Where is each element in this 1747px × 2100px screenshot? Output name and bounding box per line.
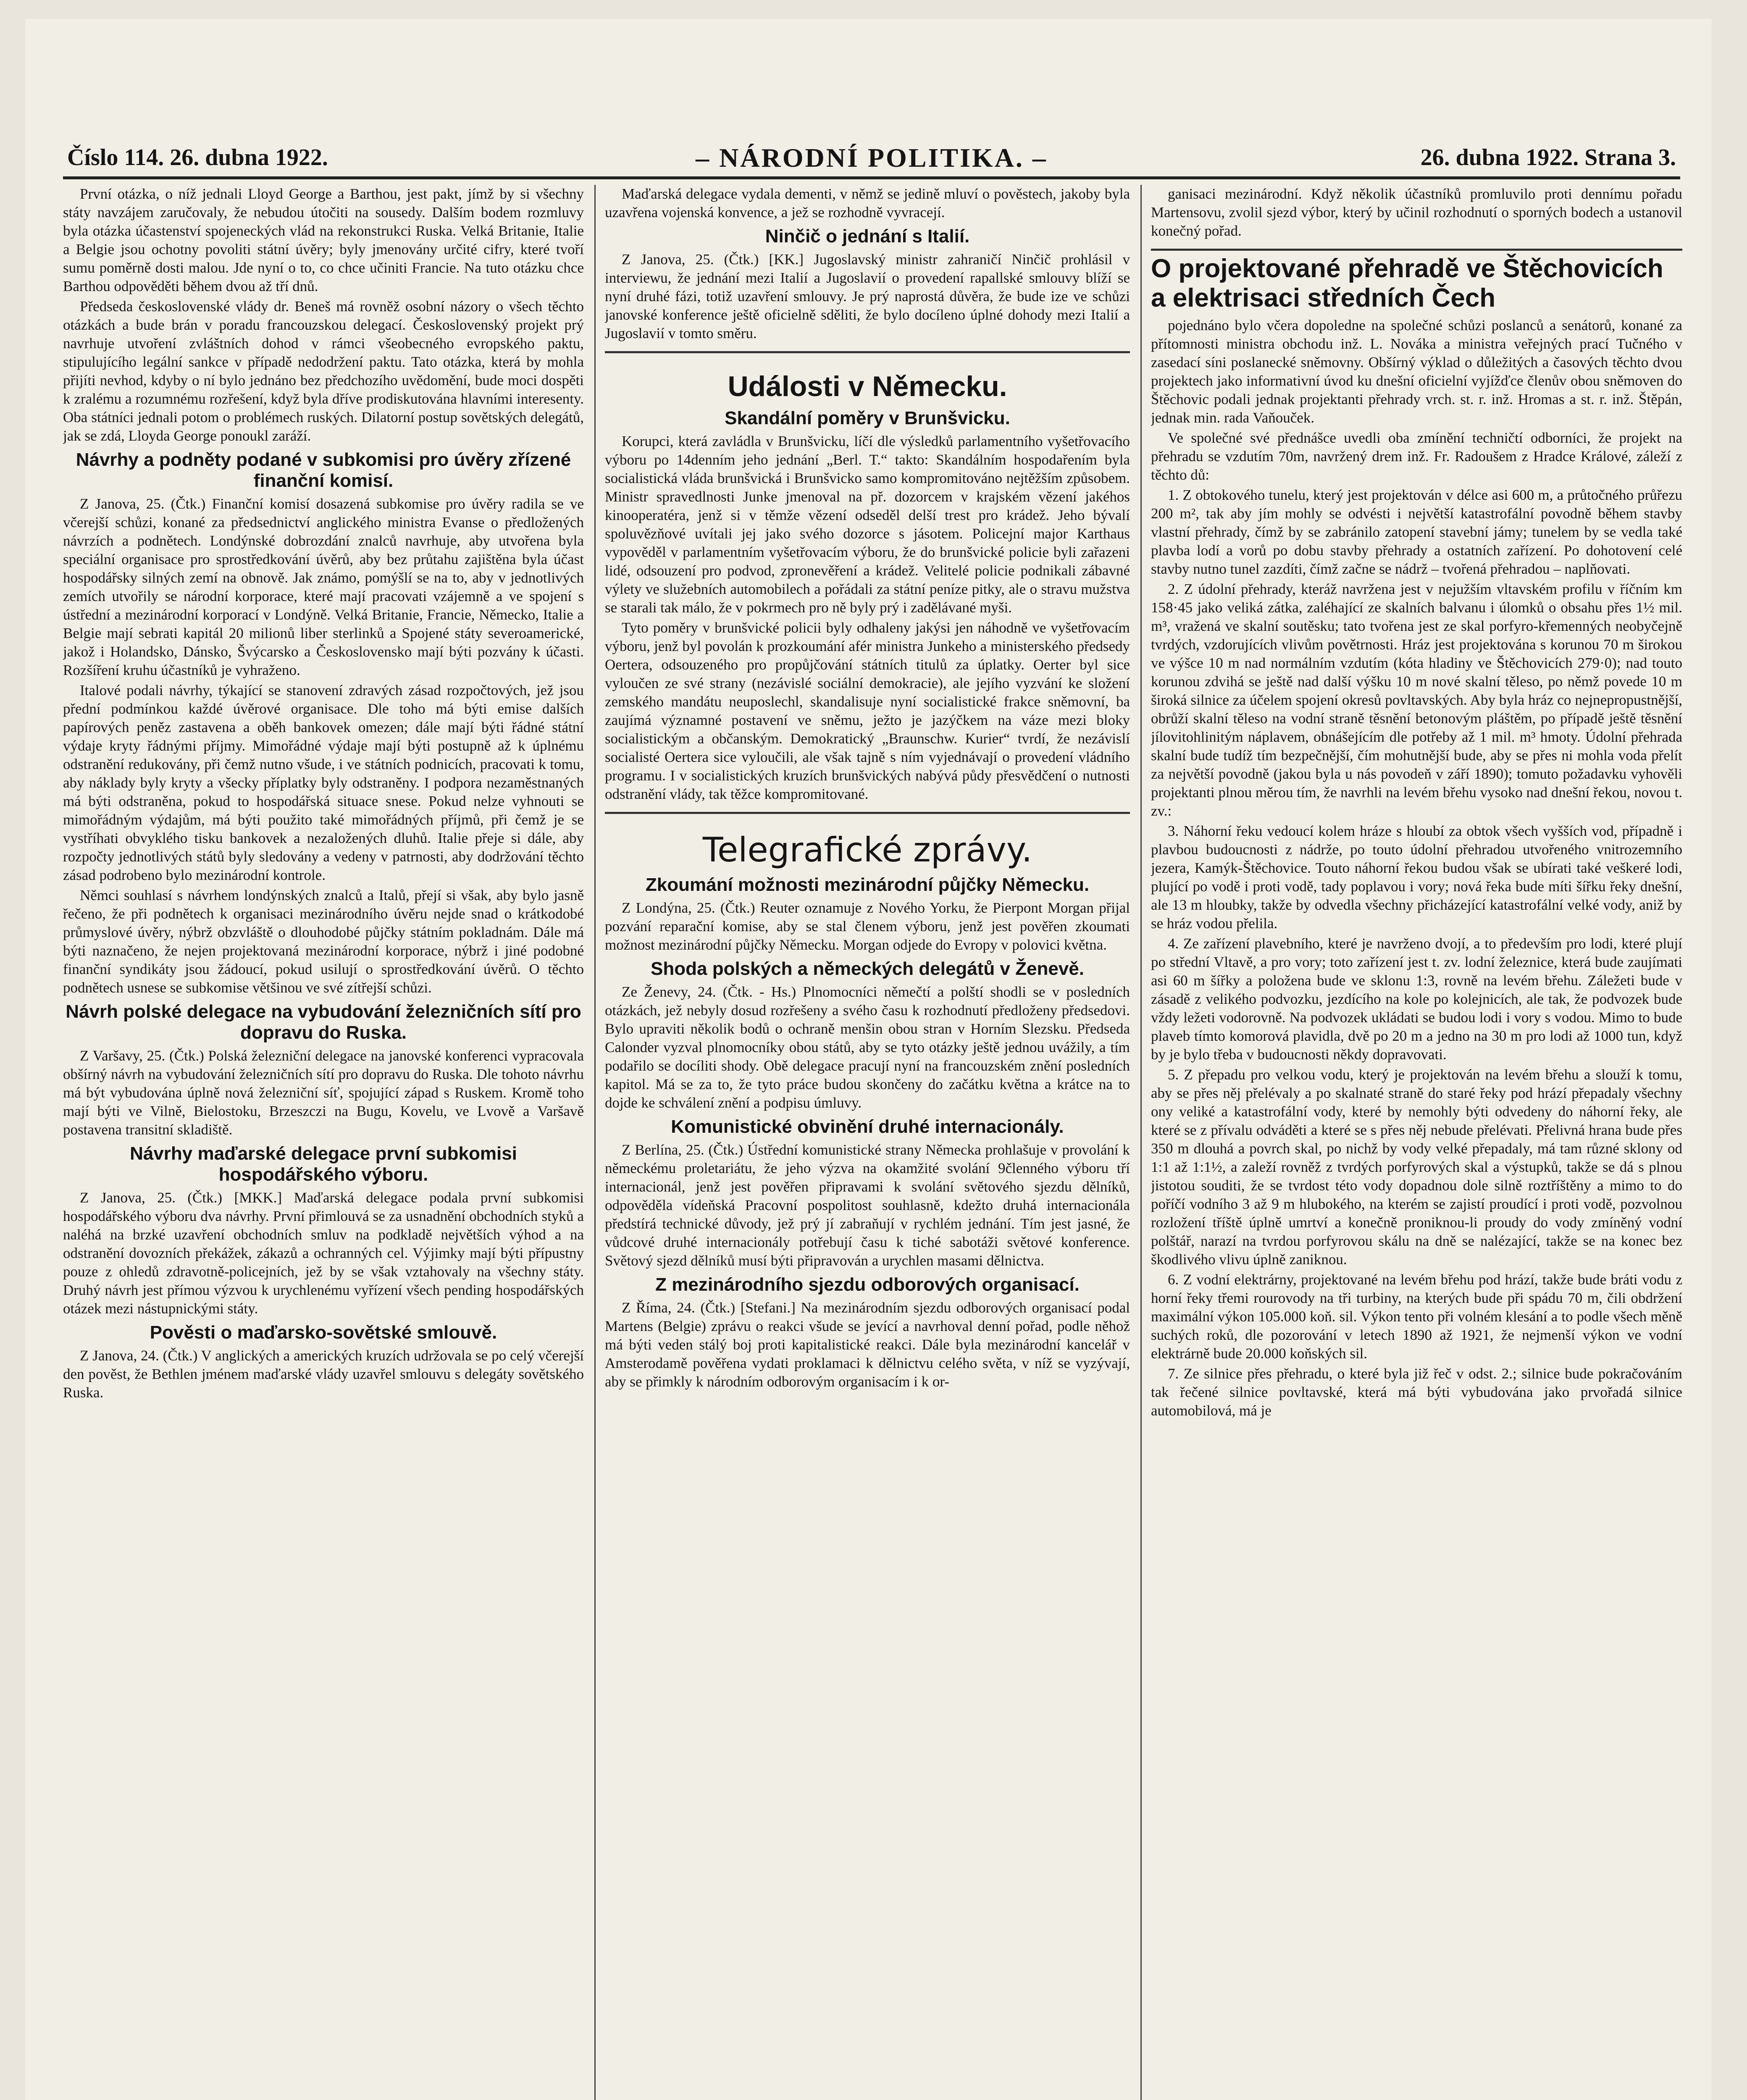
article-paragraph: Ze Ženevy, 24. (Čtk. - Hs.) Plnomocníci němečtí a polští shodli se v posledních otázkách, jež nebyly dosud rozřešeny a svého času k rozhodnutí předloženy předsedovi. Bylo upraviti několik bodů o ochraně menšin obou stran v Horním Slezsku. Předseda Calonder vyzval plnomocníky obou států, aby se tyto otázky ještě jednou uvážily, a tím podařilo se docíliti shody. Obě delegace pracují nyní na francouzském znění posledních kapitol. Má se za to, že tyto práce budou skončeny do začátku května a krátce na to dojde ke schválení znění a podpisu úmluvy. [605, 984, 1130, 1111]
article-headline: O projektované přehradě ve Štěchovicích a elektrisaci středních Čech [1151, 254, 1663, 312]
article-paragraph: 6. Z vodní elektrárny, projektované na levém břehu pod hrází, takže bude bráti vodu z horní řeky třemi rourovody na tři turbiny, na kterých bude při spádu 70 m, čili obdržení maximální výkon 105.000 koň. sil. Výkon tento při volném klesání a to podle všech měně suchých roků, dle pozorování v letech 1890 až 1921, že nejmenší výkon ve vodní elektrárně bude 20.000 koňských sil. [1151, 1271, 1682, 1362]
column-3 [1151, 185, 1682, 2100]
article-paragraph: ganisaci mezinárodní. Když několik účastníků promluvilo proti dennímu pořadu Martensovu, zvolil sjezd výbor, který by učinil rozhodnutí o sporných bodech a ustanovil konečný pořad. [1151, 186, 1682, 239]
article-paragraph: Z Říma, 24. (Čtk.) [Stefani.] Na mezinárodním sjezdu odborových organisací podal Martens (Belgie) zprávu o reakci všude se jevící a navrhoval denní pořad, podle něhož má býti veden stálý boj proti kapitalistické reakci. Dále byla mezinárodní kancelář v Amsterodamě pověřena vydati proklamaci k dělnictvu celého světa, v níž se vyzývají, aby se přimkly k národním odborovým organisacím i k or- [605, 1299, 1130, 1390]
article-paragraph: pojednáno bylo včera dopoledne na společné schůzi poslanců a senátorů, konané za přítomnosti ministra obchodu inž. L. Nováka a ministra veřejných prací Tučného v zasedací síni poslanecké sněmovny. Obšírný výklad o důležitých a časových těchto dvou projektech jako informativní úvod ku dnešní oficielní vyjížďce členův obou sněmoven do Štěchovic podali jednak projektanti přehrady vrch. st. r. inž. Hromas a st. r. inž. Štěpán, jednak min. rada Vaňouček. [1151, 317, 1682, 426]
article-paragraph: 7. Ze silnice přes přehradu, o které byla již řeč v odst. 2.; silnice bude pokračováním tak řečené silnice povltavské, která má býti vybudována jako prvořadá silnice automobilová, má je [1151, 1365, 1682, 1419]
article-headline: Návrhy maďarské delegace první subkomisi hospodářského výboru. [130, 1143, 517, 1185]
article-paragraph: Italové podali návrhy, týkající se stanovení zdravých zásad rozpočtových, jež jsou přední podmínkou každé úvěrové organisace. Dle toho má býti emise dalších papírových peněz zastavena a oběh bankovek omezen; dále mají býti řádné státní výdaje kryty řádnými příjmy. Mimořádné výdaje mají býti postupně až k úplnému odstranění redukovány, při čemž nutno všude, i ve státních podnicích, pracovati k tomu, aby náklady byly kryty a všecky příplatky byly odstraněny. I podpora nezaměstnaných má býti odstraněna, pokud to hospodářská situace snese. Pokud nelze vyhnouti se mimořádným výdajům, má býti použito také mimořádných příjmů, při čemž je se vystříhati obvyklého tisku bankovek a nezaložených dluhů. Italie přeje si dále, aby rozpočty jednotlivých států byly sledovány a vedeny v patrnosti, aby dodržování těchto zásad podrobeno bylo mezinárodní kontrole. [63, 682, 584, 883]
article-paragraph: Z Janova, 25. (Čtk.) Finanční komisí dosazená subkomise pro úvěry radila se ve včerejší schůzi, konané za předsednictví anglického ministra Evanse o předložených návrzích a podnětech. Londýnské dobrozdání znalců navrhuje, aby utvořena byla speciální organisace pro sprostředkování úvěrů, aby bez průtahu zajištěna byla účast hospodářsky silných zemí na obnově. Jak známo, pomýšlí se na to, aby v jednotlivých zemích utvořily se národní korporace, které mají pracovati vzájemně a ve spojení s ústřední a mezinárodní korporací v Londýně. Velká Britanie, Francie, Německo, Italie a Belgie mají sebrati kapitál 20 milionů liber sterlinků a Spojené státy severoamerické, jakož i Holandsko, Dánsko, Švýcarsko a Československo mají býti pozvány k účasti. Rozšíření kruhu účastníků je vyhraženo. [63, 496, 584, 678]
article-paragraph: 1. Z obtokového tunelu, který jest projektován v délce asi 600 m, a průtočného průřezu 200 m², tak aby jím mohly se odvésti i největší katastrofální povodně během stavby vlastní přehrady, čímž by se zabránilo zatopení stavební jámy; tunelem by se vedla také plavba lodí a vorů po dobu stavby přehrady a ostatních zařízení. Po dohotovení celé stavby nutno tunel zazdíti, čímž začne se nádrž – tvořená přehradou – naplňovati. [1151, 487, 1682, 577]
article-paragraph: Z Janova, 25. (Čtk.) [MKK.] Maďarská delegace podala první subkomisi hospodářského výboru dva návrhy. První přimlouvá se za usnadnění obchodních styků a naléhá na brzké uzavření obchodních smluv na podkladě největších výhod a na odstranění dovozních překážek, zákazů a ochranných cel. Výjimky mají býti přípustny pouze z ohledů zdravotně-policejních, jež by se však vztahovaly na všechny státy. Druhý návrh jest přímou výzvou k urychlenému vyřízení všech pending hospodářských otázek mezi nástupnickými státy. [63, 1189, 584, 1317]
article-paragraph: Tyto poměry v brunšvické policii byly odhaleny jakýsi jen náhodně ve vyšetřovacím výboru, jenž byl povolán k prozkoumání afér ministra Junkeho a ministerského předsedy Oertera, odsouzeného pro propůjčování státních titulů za úplatky. Oerter byl sice vyloučen ze své strany (nezávislé sociální demokracie), ale jejího vyzvání ke složení zemského mandátu neuposlechl, skandalisuje nyní socialistické frakce sněmovní, ba zaujímá významné postavení ve sněmu, ježto je jazýčkem na váze mezi bloky socialistickým a občanským. Demokratický „Braunschw. Kurier“ tvrdí, že nezávislí socialisté Oertera sice vyloučili, ale však tajně s ním vyjednávají o provedení vládního programu. I v socialistických kruzích brunšvických nabývá půdy přesvědčení o nutnosti odstranění vlády, tak těžce kompromitované. [605, 620, 1130, 802]
article-headline: Komunistické obvinění druhé internacionály. [671, 1116, 1064, 1137]
article-paragraph: 5. Z přepadu pro velkou vodu, který je projektován na levém břehu a slouží k tomu, aby se přes něj přelévaly a po skalnaté straně do staré řeky pod hrází přepadaly všechny ony veliké a katastrofální vody, které by nemohly býti odvedeny do náhorní řeky, ale které se z přívalu odváděti a které se s přes něj nebude přelévati. Přelivná hrana bude přes 350 m dlouhá a povrch skal, po nichž by vody velké přepadaly, má tam různé sklony od 1:1 až 1:1½, a zaleží rovněž z tvrdých porfyrových skal a výstupků, takže se dá s plnou jistotou souditi, že se tvrdost této vody dopadnou dole silně roztříštěny a mimo to do poříčí vodního 3 až 9 m hlubokého, na kterém se zajistí proudící i proti vodě, pozvolnou rozložení tříště úplně umrtví a konečně proniknou-li proudy do vody zmíněný vodní polštář, narazí na tvrdou porfyrovou skálu na dně se nalézající, takže se na konec bez škodlivého vlivu úplně zaniknou. [1151, 1066, 1682, 1268]
column-2 [605, 185, 1130, 2100]
article-headline: Skandální poměry v Brunšvicku. [725, 408, 1010, 428]
section-divider [605, 351, 1130, 353]
page-header [63, 141, 1680, 179]
section-divider [1151, 249, 1682, 251]
article-headline: Pověsti o maďarsko-sovětské smlouvě. [150, 1322, 497, 1343]
article-paragraph: 4. Ze zařízení plavebního, které je navrženo dvojí, a to především pro lodi, které plují po střední Vltavě, a pro vory; toto zařízení jest t. zv. lodní železnice, která bude zaujímati asi 60 m šířky a položena bude ve sklonu 1:3, rovně na levém břehu. Záležeti bude v zásadě z velikého podvozku, jezdícího na kole po kolejnicích, ale tak, že podvozek bude vždy ležeti vodorovně. Na podvozek ukládati se budou lodi i vory s vodou. Mimo to bude plaveb tímto komorová plavidla, dvě po 20 m a jedno na 30 m pro lodi až 1000 tun, když by je bylo třeba v budoucnosti někdy dopravovati. [1151, 935, 1682, 1063]
article-paragraph: Korupci, která zavládla v Brunšvicku, líčí dle výsledků parlamentního vyšetřovacího výboru po 14denním jeho jednání „Berl. T.“ takto: Skandálním hospodařením byla socialistická vláda brunšvická i Brunšvicko samo kompromitováno nejtěžším způsobem. Ministr spravedlnosti Junke jmenoval na př. dozorcem v krajském vězení jakéhos kinooperatéra, jenž si v těmže vězení odseděl delší trest pro krádež. Jeho bývalí spoluvězňové uvítali jej jako svého dozorce s jásotem. Policejní major Karthaus vypověděl v parlamentním vyšetřovacím výboru, že do brunšvické policie byli zařazeni lidé, odsouzení pro podvod, zpronevěření a krádež. Velitelé policie podnikali zábavné výlety ve služebních automobilech a pořádali za státní peníze pitky, ale o stravu mužstva se starali tak málo, že v pokrmech pro ně byly prý i zadělávané myši. [605, 433, 1130, 616]
article-paragraph: První otázka, o níž jednali Lloyd George a Barthou, jest pakt, jímž by si všechny státy navzájem zaručovaly, že nebudou útočiti na sousedy. Dalším bodem rozmluvy byla otázka účastenství spojeneckých vlád na rekonstrukci Ruska. Velká Britanie, Italie a Belgie jsou ochotny povoliti státní úvěry; byly jmenovány určité cifry, které tvoří sumu poměrně dosti malou. Jde nyní o to, co chce učiniti Francie. Na tuto otázku chce Barthou odpověděti během dvou až tří dnů. [63, 186, 584, 294]
article-headline: Shoda polských a německých delegátů v Ženevě. [651, 958, 1084, 979]
article-headline: Z mezinárodního sjezdu odborových organisací. [655, 1274, 1080, 1295]
article-paragraph: Z Janova, 24. (Čtk.) V anglických a amerických kruzích udržovala se po celý včerejší den pověst, že Bethlen jménem maďarské vlády uzavřel smlouvu s delegáty sovětského Ruska. [63, 1347, 584, 1401]
article-paragraph: Předseda československé vlády dr. Beneš má rovněž osobní názory o všech těchto otázkách a bude brán v poradu francouzskou delegací. Československý projekt prý navrhuje utvoření zvláštních dohod v rámci všeobecného evropského paktu, stipulujícího legální sankce v případě nedodržení paktu. Tato otázka, která by mohla přijíti nevhod, kdyby o ní bylo jednáno bez předchozího uvědomění, bude moci dospěti k zralému a rozumnému rozřešení, když byla dříve prodiskutována hlavními interesenty. Oba státníci jednali potom o problémech ruských. Dilatorní postup sovětských delegátů, jak se zdá, Lloyda George ponoukl zaráží. [63, 298, 584, 444]
article-headline: Návrh polské delegace na vybudování železničních sítí pro dopravu do Ruska. [66, 1001, 581, 1043]
article-headline: Ninčič o jednání s Italií. [765, 226, 970, 247]
newspaper-page [25, 19, 1712, 2100]
article-headline: Zkoumání možnosti mezinárodní půjčky Německu. [645, 874, 1090, 895]
column-divider [594, 185, 596, 2100]
section-title: Telegrafické zprávy. [702, 830, 1032, 869]
section-title: Události v Německu. [728, 370, 1007, 402]
section-divider [605, 812, 1130, 814]
page-number-right: 26. dubna 1922. Strana 3. [1420, 144, 1676, 171]
article-paragraph: Ve společné své přednášce uvedli oba zmínění techničtí odborníci, že projekt na přehradu se vzdutím 70m, navržený drem inž. Fr. Radoušem z Hradce Králové, záleží z těchto dů: [1151, 430, 1682, 483]
article-paragraph: 2. Z údolní přehrady, kteráž navržena jest v nejužším vltavském profilu v říčním km 158·45 jako veliká zátka, zaléhající ze skalních balvanu i úlomků o obsahu přes 1½ mil. m³, vražená ve skalní soutěsku; tato tvořena jest ze skal porfyro-křemenných neobyčejně tvrdých, vzdorujících vlivům povětrnosti. Hráz jest projektována s korunou 70 m širokou ve výšce 10 m nad normálním vzdutím (kóta hladiny ve Štěchovicích 279·0); nad touto korunou zdvihá se ještě nad další výšku 10 m nové skalní těleso, po němž povede 10 m široká silnice za účelem spojení okresů povltavských. Aby byla hráz co nejnepropustnější, obrůží skalní těleso na vodní straně těsnění betonovým pláštěm, po případě ještě těsnění jílovitohlinitým náplavem, obnášejícím dle potřeby až 1 mil. m³ hmoty. Údolní přehrada skalní bude tudíž tím bezpečnější, čím mohutnější bude, aby se přes ni mohla voda přelít za největší povodně (jakou byla u nás povodeň v září 1890); tomuto požadavku vyhověli projektanti plnou měrou tím, že navrhli na levém břehu vysoko nad dnešní řekou, novou t. zv.: [1151, 581, 1682, 819]
article-paragraph: Němci souhlasí s návrhem londýnských znalců a Italů, přejí si však, aby bylo jasně řečeno, že při podnětech k organisaci mezinárodního úvěru nejde snad o krátkodobé průmyslové úvěry, nýbrž obzvláště o dlouhodobé půjčky státním pokladnám. Dále má býti naznačeno, že nejen projektovaná mezinárodní korporace, nýbrž i jiné podobné finanční syndikáty jsou žádoucí, pokud usilují o sprostředkování úvěrů. O těchto podnětech usnese se subkomise většinou ve své zítřejší schůzi. [63, 887, 584, 996]
article-headline: Návrhy a podněty podané v subkomisi pro úvěry zřízené finanční komisí. [76, 449, 571, 491]
issue-date-left: Číslo 114. 26. dubna 1922. [67, 144, 328, 171]
newspaper-title: – NÁRODNÍ POLITIKA. – [696, 143, 1048, 173]
article-paragraph: Z Janova, 25. (Čtk.) [KK.] Jugoslavský ministr zahraničí Ninčič prohlásil v interviewu, že jednání mezi Italií a Jugoslavií o provedení rapallské smlouvy blíží se nyní druhé fázi, totiž uzavření smlouvy. Je prý naprostá důvěra, že bude ize ve schůzi janovské konference ještě oficielně sděliti, že bylo docíleno úplné dohody mezi Italií a Jugoslavií v tomto směru. [605, 251, 1130, 341]
article-paragraph: Z Varšavy, 25. (Čtk.) Polská železniční delegace na janovské konferenci vypracovala obšírný návrh na vybudování železničních sítí pro dopravu do Ruska. Dle tohoto návrhu má být vybudována úplně nová železniční síť, spojující západ s Ruskem. Kromě toho mají býti ve Vilně, Bielostoku, Brzeszczi na Bugu, Kovelu, ve Lvově a Varšavě postavena transitní skladiště. [63, 1047, 584, 1138]
article-paragraph: 3. Náhorní řeku vedoucí kolem hráze s hloubí za obtok všech vyšších vod, případně i plavbou budoucnosti z nádrže, po touto údolní přehradou utvořeného vnitrozemního jezera, Kamýk-Štěchovice. Touto náhorní řekou budou však se ubírati také veškeré lodi, plující po vodě i proti vodě, tady poplavou i vory; nová řeka bude míti šířku řeky dnešní, ale 13 m hloubky, takže by odvedla všechny přicházející katastrofální velké vody, aniž by se hráz vodou přelila. [1151, 823, 1682, 932]
article-paragraph: Z Londýna, 25. (Čtk.) Reuter oznamuje z Nového Yorku, že Pierpont Morgan přijal pozvání reparační komise, aby se stal členem výboru, jenž jest pověřen zkoumati možnost mezinárodní půjčky Německu. Morgan odjede do Evropy v polovici května. [605, 900, 1130, 953]
article-paragraph: Maďarská delegace vydala dementi, v němž se jedině mluví o pověstech, jakoby byla uzavřena vojenská konvence, a jež se rozhodně vyvracejí. [605, 186, 1130, 220]
column-1 [63, 185, 584, 2100]
column-divider [1140, 185, 1142, 2100]
article-paragraph: Z Berlína, 25. (Čtk.) Ústřední komunistické strany Německa prohlašuje v provolání k německému proletariátu, že jeho výzva na okamžité svolání 9členného výboru tří internacionál, jenž jest pověřen připravami k svolání světového sjezdu dělníků, odpověděla vídeňská Pracovní pospolitost souhlasně, kdežto druhá internacionála předstírá technické důvody, jež prý jí zabraňují v rychlém jednání. Tím jest jasné, že vůdcové druhé internacionály potřebují času k tiché sabotáži světové konference. Světový sjezd dělníků musí býti připravován a urychlen masami dělnictva. [605, 1142, 1130, 1269]
